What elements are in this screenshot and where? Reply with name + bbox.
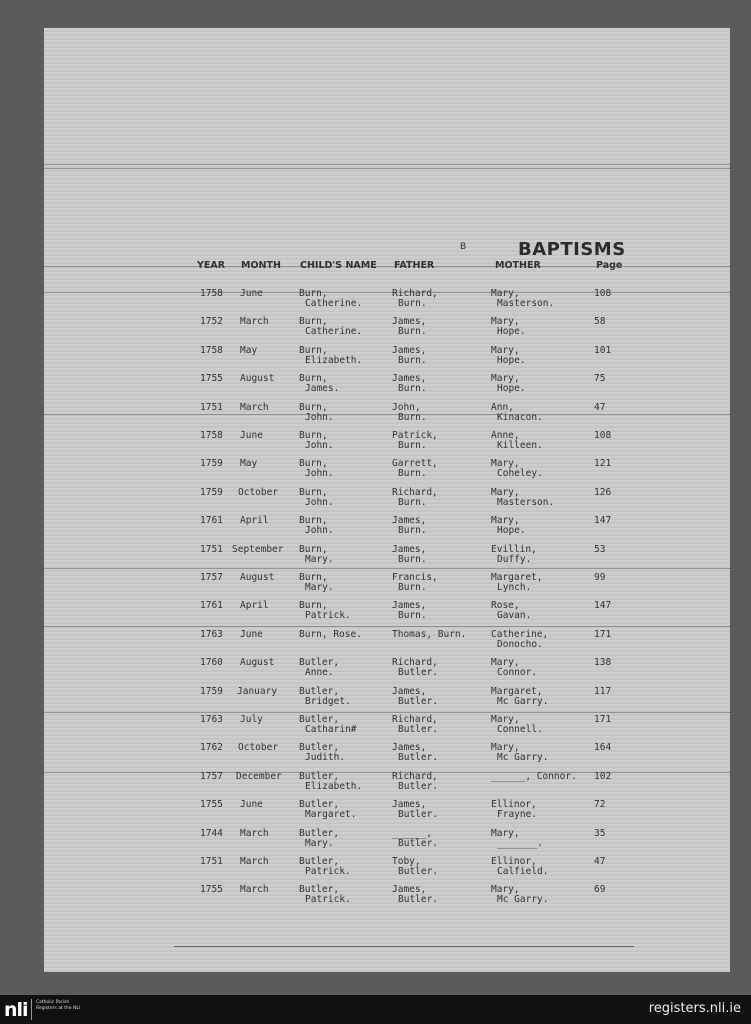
entry-page: 58 xyxy=(594,316,606,328)
entry-mother-forename: Ellinor, xyxy=(491,856,537,867)
entry-month: March xyxy=(240,401,269,413)
entry-child-forename: Elizabeth. xyxy=(305,780,363,792)
entry-child-surname: Burn, xyxy=(299,316,328,328)
entry-year: 1761 xyxy=(200,515,223,527)
entry-mother-surname: Coheley. xyxy=(497,468,543,480)
entry-mother-surname: Connor. xyxy=(497,667,538,679)
table-row xyxy=(44,317,730,345)
entry-father-surname: Butler. xyxy=(398,866,439,877)
table-row xyxy=(44,800,730,828)
entry-year: 1755 xyxy=(200,373,223,385)
entry-father-surname: Butler. xyxy=(398,894,439,906)
entry-child-surname: Butler, xyxy=(299,884,340,896)
entry-father-surname: Burn. xyxy=(398,383,427,395)
entry-child-surname: Butler, xyxy=(299,856,340,867)
entry-mother-surname: Hope. xyxy=(497,354,526,366)
entry-year: 1763 xyxy=(200,714,223,725)
logo-divider xyxy=(31,999,32,1020)
entry-month: October xyxy=(238,486,279,498)
entry-mother-surname: Hope. xyxy=(497,383,526,395)
entry-child-surname: Butler, xyxy=(299,799,340,811)
entry-page: 138 xyxy=(594,657,612,669)
entry-mother-forename: Margaret, xyxy=(491,572,543,583)
entry-child-forename: Elizabeth. xyxy=(305,354,363,366)
entry-father-forename: James, xyxy=(392,799,427,811)
entry-child-forename: Catherine. xyxy=(305,298,363,309)
entry-page: 126 xyxy=(594,486,612,498)
entry-month: March xyxy=(240,856,269,867)
entry-child-forename: James. xyxy=(305,383,340,395)
entry-father-surname: Burn. xyxy=(398,354,427,366)
entry-mother-surname: Donocho. xyxy=(497,638,543,650)
entry-year: 1763 xyxy=(200,628,223,640)
entry-father-forename: Richard, xyxy=(392,714,438,725)
entry-year: 1757 xyxy=(200,572,223,583)
table-row xyxy=(44,374,730,402)
entry-father-forename: Richard, xyxy=(392,657,438,669)
entry-mother-surname: _______. xyxy=(497,837,543,849)
nli-logo: nli xyxy=(4,999,28,1021)
entry-month: April xyxy=(240,600,269,612)
entry-page: 53 xyxy=(594,543,606,555)
entry-child-forename: Mary. xyxy=(305,553,334,565)
table-row xyxy=(44,715,730,743)
entry-mother-forename: Mary, xyxy=(491,742,520,754)
entry-father-forename: Francis, xyxy=(392,572,438,583)
entry-father-forename: James, xyxy=(392,373,427,385)
entry-father-forename: James, xyxy=(392,515,427,527)
entry-page: 35 xyxy=(594,827,606,839)
site-link[interactable]: registers.nli.ie xyxy=(648,1001,741,1016)
entry-mother-forename: Mary, xyxy=(491,316,520,328)
entry-father-surname: Butler. xyxy=(398,667,439,679)
entry-page: 147 xyxy=(594,600,612,612)
column-header-month: MONTH xyxy=(241,260,281,271)
entry-child-surname: Butler, xyxy=(299,714,340,725)
entry-month: June xyxy=(240,799,263,811)
entry-mother-forename: Mary, xyxy=(491,486,520,498)
footer-bar xyxy=(0,995,751,1024)
entry-month: June xyxy=(240,628,263,640)
entry-year: 1759 xyxy=(200,486,223,498)
table-row xyxy=(44,772,730,800)
entry-child-surname: Butler, xyxy=(299,770,340,782)
entry-father-surname: Burn. xyxy=(398,582,427,593)
entry-child-forename: Mary. xyxy=(305,837,334,849)
entry-year: 1752 xyxy=(200,316,223,328)
entry-child-surname: Burn, xyxy=(299,543,328,555)
entry-father-forename: John, xyxy=(392,401,421,413)
entry-year: 1758 xyxy=(200,288,223,299)
entry-child-forename: Patrick. xyxy=(305,894,351,906)
entry-month: March xyxy=(240,316,269,328)
entry-child-forename: John. xyxy=(305,411,334,423)
entry-father-forename: Richard, xyxy=(392,770,438,782)
column-header-page: Page xyxy=(596,260,623,271)
entry-father-surname: Butler. xyxy=(398,780,439,792)
entry-father-forename: Toby, xyxy=(392,856,421,867)
entry-child-surname: Butler, xyxy=(299,827,340,839)
entry-year: 1751 xyxy=(200,543,223,555)
entry-father-forename: Richard, xyxy=(392,486,438,498)
entry-year: 1751 xyxy=(200,856,223,867)
entry-month: June xyxy=(240,288,263,299)
table-row xyxy=(44,601,730,629)
entry-month: August xyxy=(240,373,275,385)
column-header-child: CHILD'S NAME xyxy=(300,260,377,271)
entry-father-surname: Burn. xyxy=(398,553,427,565)
table-row xyxy=(44,431,730,459)
table-row xyxy=(44,346,730,374)
entry-father-surname: Burn. xyxy=(398,496,427,508)
entry-child-forename: Catharin# xyxy=(305,724,357,735)
table-row xyxy=(44,573,730,601)
entry-year: 1759 xyxy=(200,685,223,697)
table-row xyxy=(44,630,730,658)
entry-mother-forename: Ellinor, xyxy=(491,799,537,811)
entry-year: 1757 xyxy=(200,770,223,782)
entry-father-forename: ______, xyxy=(392,827,433,839)
entry-father-forename: James, xyxy=(392,543,427,555)
entry-page: 47 xyxy=(594,856,606,867)
column-header-father: FATHER xyxy=(394,260,435,271)
entry-page: 121 xyxy=(594,458,612,470)
entry-month: October xyxy=(238,742,279,754)
entry-mother-forename: Mary, xyxy=(491,714,520,725)
entry-father-forename: James, xyxy=(392,344,427,356)
entry-mother-forename: ______, Connor. xyxy=(491,770,577,782)
entry-father-forename: James, xyxy=(392,685,427,697)
entry-mother-surname: Killeen. xyxy=(497,440,543,451)
entry-page: 72 xyxy=(594,799,606,811)
entry-child-surname: Burn, xyxy=(299,288,328,299)
table-row xyxy=(44,488,730,516)
entry-child-surname: Butler, xyxy=(299,742,340,754)
entry-page: 147 xyxy=(594,515,612,527)
column-header-mother: MOTHER xyxy=(495,260,541,271)
entry-month: May xyxy=(240,458,258,470)
entry-child-surname: Burn, xyxy=(299,572,328,583)
entry-mother-forename: Mary, xyxy=(491,373,520,385)
entry-page: 69 xyxy=(594,884,606,896)
entry-child-forename: John. xyxy=(305,440,334,451)
table-row xyxy=(44,885,730,913)
logo-caption: Catholic Parish Registers at the NLI xyxy=(36,1000,81,1011)
page-title: BAPTISMS xyxy=(518,239,626,260)
entry-child-surname: Butler, xyxy=(299,657,340,669)
entry-father-forename: James, xyxy=(392,884,427,896)
entry-year: 1761 xyxy=(200,600,223,612)
entry-child-forename: Mary. xyxy=(305,582,334,593)
entry-mother-forename: Catherine, xyxy=(491,628,549,640)
entry-month: July xyxy=(240,714,263,725)
entry-child-surname: Burn, xyxy=(299,486,328,498)
entry-page: 102 xyxy=(594,770,612,782)
column-header-year: YEAR xyxy=(197,260,226,271)
entry-father-surname: Burn. xyxy=(398,411,427,423)
entry-child-forename: John. xyxy=(305,525,334,537)
entry-year: 1751 xyxy=(200,401,223,413)
entry-father-surname: Burn. xyxy=(398,326,427,338)
entry-child-surname: Burn, xyxy=(299,600,328,612)
entry-mother-surname: Gavan. xyxy=(497,610,532,622)
entry-mother-surname: Duffy. xyxy=(497,553,532,565)
entry-mother-surname: Mc Garry. xyxy=(497,752,549,764)
entry-mother-surname: Calfield. xyxy=(497,866,549,877)
entry-month: January xyxy=(237,685,278,697)
entry-father-forename: Garrett, xyxy=(392,458,438,470)
entry-child-surname: Butler, xyxy=(299,685,340,697)
entry-page: 171 xyxy=(594,628,612,640)
entry-child-forename: Patrick. xyxy=(305,610,351,622)
entry-child-surname: Burn, Rose. xyxy=(299,628,362,640)
entry-year: 1758 xyxy=(200,430,223,441)
entry-child-forename: Catherine. xyxy=(305,326,363,338)
entry-page: 47 xyxy=(594,401,606,413)
entry-year: 1755 xyxy=(200,884,223,896)
entry-child-surname: Burn, xyxy=(299,458,328,470)
entry-month: June xyxy=(240,430,263,441)
entry-father-forename: Patrick, xyxy=(392,430,438,441)
entry-mother-surname: Hope. xyxy=(497,525,526,537)
entry-year: 1762 xyxy=(200,742,223,754)
entry-child-forename: John. xyxy=(305,468,334,480)
entry-page: 171 xyxy=(594,714,612,725)
entry-month: April xyxy=(240,515,269,527)
entry-father-forename: Thomas, Burn. xyxy=(392,628,467,640)
entry-year: 1755 xyxy=(200,799,223,811)
entry-child-forename: Anne. xyxy=(305,667,334,679)
entry-mother-forename: Margaret, xyxy=(491,685,543,697)
entry-year: 1758 xyxy=(200,344,223,356)
entry-child-surname: Burn, xyxy=(299,344,328,356)
entry-month: August xyxy=(240,572,275,583)
entry-year: 1744 xyxy=(200,827,223,839)
entry-mother-surname: Frayne. xyxy=(497,809,538,821)
entry-child-forename: John. xyxy=(305,496,334,508)
table-row xyxy=(44,743,730,771)
entry-mother-surname: Masterson. xyxy=(497,298,555,309)
entry-mother-forename: Mary, xyxy=(491,344,520,356)
entry-page: 108 xyxy=(594,288,612,299)
table-row xyxy=(44,857,730,885)
entry-child-surname: Burn, xyxy=(299,401,328,413)
entry-mother-forename: Evillin, xyxy=(491,543,537,555)
entry-mother-surname: Mc Garry. xyxy=(497,695,549,707)
entry-year: 1760 xyxy=(200,657,223,669)
entry-child-forename: Judith. xyxy=(305,752,346,764)
entry-father-surname: Burn. xyxy=(398,610,427,622)
entry-child-surname: Burn, xyxy=(299,373,328,385)
entry-mother-surname: Hope. xyxy=(497,326,526,338)
entry-father-forename: James, xyxy=(392,316,427,328)
entry-father-forename: Richard, xyxy=(392,288,438,299)
entry-mother-forename: Mary, xyxy=(491,515,520,527)
entry-father-surname: Burn. xyxy=(398,468,427,480)
entry-page: 117 xyxy=(594,685,612,697)
entry-child-forename: Patrick. xyxy=(305,866,351,877)
entry-mother-forename: Mary, xyxy=(491,827,520,839)
bottom-rule xyxy=(174,946,634,947)
table-row xyxy=(44,403,730,431)
page-mark: B xyxy=(460,242,467,252)
table-row xyxy=(44,829,730,857)
entry-mother-surname: Mc Garry. xyxy=(497,894,549,906)
table-row xyxy=(44,459,730,487)
table-row xyxy=(44,516,730,544)
entry-child-surname: Burn, xyxy=(299,430,328,441)
entry-year: 1759 xyxy=(200,458,223,470)
entry-month: September xyxy=(232,543,284,555)
entry-child-forename: Bridget. xyxy=(305,695,351,707)
entry-mother-forename: Mary, xyxy=(491,288,520,299)
entry-mother-surname: Kinacon. xyxy=(497,411,543,423)
entry-month: May xyxy=(240,344,258,356)
entry-month: March xyxy=(240,884,269,896)
entry-father-forename: James, xyxy=(392,742,427,754)
entry-father-forename: James, xyxy=(392,600,427,612)
table-row xyxy=(44,289,730,317)
entry-mother-forename: Mary, xyxy=(491,657,520,669)
entry-mother-surname: Lynch. xyxy=(497,582,532,593)
entry-child-forename: Margaret. xyxy=(305,809,357,821)
entry-mother-forename: Anne, xyxy=(491,430,520,441)
entry-mother-surname: Masterson. xyxy=(497,496,555,508)
entry-page: 108 xyxy=(594,430,612,441)
entry-father-surname: Burn. xyxy=(398,440,427,451)
entry-father-surname: Butler. xyxy=(398,695,439,707)
entry-father-surname: Butler. xyxy=(398,724,439,735)
table-row xyxy=(44,687,730,715)
entry-page: 101 xyxy=(594,344,612,356)
entry-father-surname: Butler. xyxy=(398,752,439,764)
entry-mother-forename: Rose, xyxy=(491,600,520,612)
entry-father-surname: Burn. xyxy=(398,298,427,309)
entry-mother-forename: Ann, xyxy=(491,401,514,413)
entry-page: 164 xyxy=(594,742,612,754)
entry-father-surname: Butler. xyxy=(398,809,439,821)
entry-mother-forename: Mary, xyxy=(491,884,520,896)
table-row xyxy=(44,545,730,573)
entry-page: 99 xyxy=(594,572,606,583)
entry-child-surname: Burn, xyxy=(299,515,328,527)
entry-mother-surname: Connell. xyxy=(497,724,543,735)
entry-month: March xyxy=(240,827,269,839)
entry-mother-forename: Mary, xyxy=(491,458,520,470)
entry-father-surname: Butler. xyxy=(398,837,439,849)
entry-father-surname: Burn. xyxy=(398,525,427,537)
register-page xyxy=(44,28,730,972)
table-row xyxy=(44,658,730,686)
entry-month: August xyxy=(240,657,275,669)
entry-month: December xyxy=(236,770,282,782)
entry-page: 75 xyxy=(594,373,606,385)
